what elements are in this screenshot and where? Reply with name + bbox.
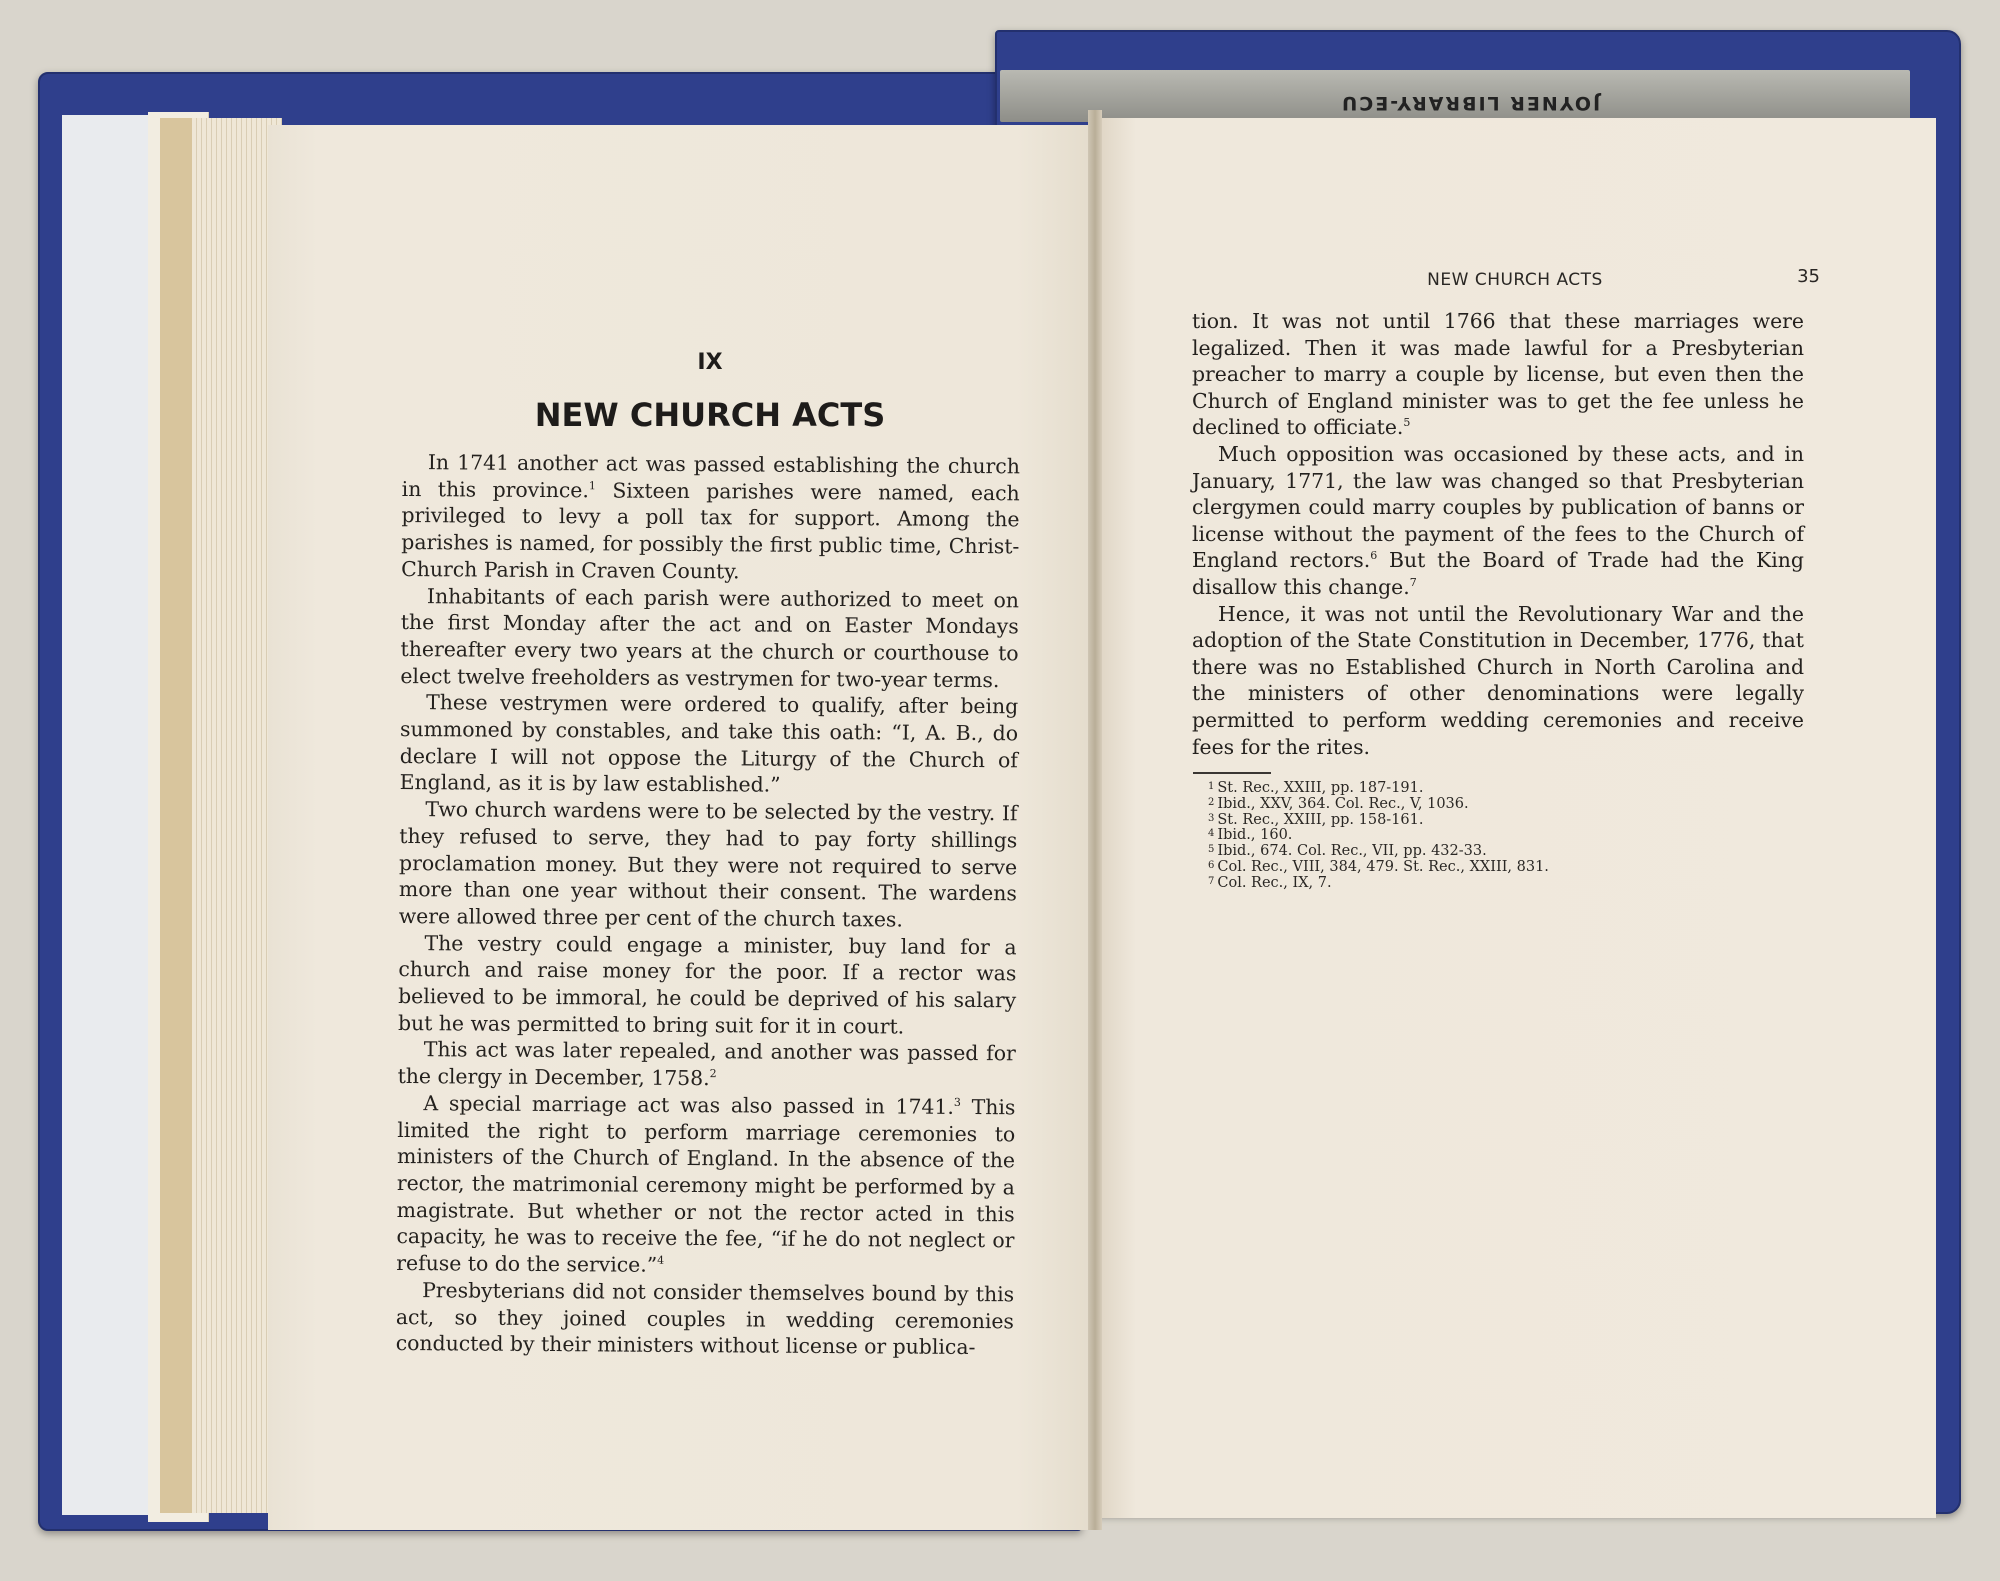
chapter-number: IX: [697, 350, 723, 375]
footnote: $^3$ St. Rec., XXIII, pp. 158-161.: [1208, 811, 1424, 828]
footnote: $^4$ Ibid., 160.: [1208, 827, 1293, 844]
paragraph: Hence, it was not until the Revolutionary War and the adoption of the State Constitution in December, 1776, that there was no Established Church in North Carolina and the ministers of other denominations were legally permitted to perform wedding ceremonies and receive fees for the rites.: [1192, 601, 1804, 759]
library-stamp: JOYNER LIBRARY-ECU: [1339, 92, 1601, 114]
left-page-body: [396, 449, 1020, 1361]
footnote: $^5$ Ibid., 674. Col. Rec., VII, pp. 432-33.: [1208, 843, 1487, 860]
paragraph: These vestrymen were ordered to qualify, after being summoned by constables, and take this oath: “I, A. B., do declare I will not oppose the Liturgy of the Church of England, as it is by law established.”: [399, 690, 1019, 798]
paragraph: Much opposition was occasioned by these acts, and in January, 1771, the law was changed so that Presbyterian clergymen could marry couples by publication of banns or license without the payment of the fees to the Church of England rectors.$^6$ But the Board of Trade had the King disallow this change.$^7$: [1192, 441, 1804, 599]
paragraph: A special marriage act was also passed in 1741.$^3$ This limited the right to perform marriage ceremonies to ministers of the Church of England. In the absence of the rector, the matrimonial ceremony might be performed by a magistrate. But whether or not the rector acted in this capacity, he was to receive the fee, “if he do not neglect or refuse to do the service.”$^4$: [396, 1091, 1016, 1277]
paragraph: The vestry could engage a minister, buy land for a church and raise money for the poor. If a rector was believed to be immoral, he could be deprived of his salary but he was permitted to bring suit for it in court.: [397, 930, 1017, 1039]
running-head: NEW CHURCH ACTS: [1427, 270, 1603, 290]
page-edge-tan: [160, 118, 195, 1513]
paragraph: In 1741 another act was passed establishing the church in this province.$^1$ Sixteen parishes were named, each privileged to levy a poll tax for support. Among the parishes is named, for possibly the first public time, Christ-Church Parish in Craven County.: [401, 450, 1020, 584]
footnote: $^7$ Col. Rec., IX, 7.: [1208, 874, 1332, 891]
page-edge-white: [62, 115, 162, 1515]
footnote: $^2$ Ibid., XXV, 364. Col. Rec., V, 1036.: [1208, 795, 1469, 812]
book-gutter: [1088, 110, 1102, 1530]
paragraph: Presbyterians did not consider themselves bound by this act, so they joined couples in wedding ceremonies conducted by their ministers without license or publica-: [395, 1277, 1015, 1360]
page-number: 35: [1797, 266, 1820, 287]
chapter-title: NEW CHURCH ACTS: [534, 396, 886, 434]
paragraph: Inhabitants of each parish were authorized to meet on the first Monday after the act and on Easter Mondays thereafter every two years at the church or courthouse to elect twelve freeholders as vestrymen for two-year terms.: [400, 583, 1020, 692]
paragraph: This act was later repealed, and another was passed for the clergy in December, 1758.$^2$: [397, 1037, 1016, 1091]
footnotes: [1208, 780, 1728, 891]
footnote: $^1$ St. Rec., XXIII, pp. 187-191.: [1208, 780, 1424, 796]
paragraph: tion. It was not until 1766 that these marriages were legalized. Then it was made lawful for a Presbyterian preacher to marry a couple by license, but even then the Church of England minister was to get the fee unless he declined to officiate.$^5$: [1192, 309, 1804, 440]
paragraph: Two church wardens were to be selected by the vestry. If they refused to serve, they had to pay forty shillings proclamation money. But they were not required to serve more than one year without their consent. The wardens were allowed three per cent of the church taxes.: [398, 797, 1018, 932]
right-page-body: [1192, 308, 1804, 760]
footnote: $^6$ Col. Rec., VIII, 384, 479. St. Rec., XXIII, 831.: [1208, 858, 1549, 875]
footnote-rule: [1193, 772, 1271, 774]
